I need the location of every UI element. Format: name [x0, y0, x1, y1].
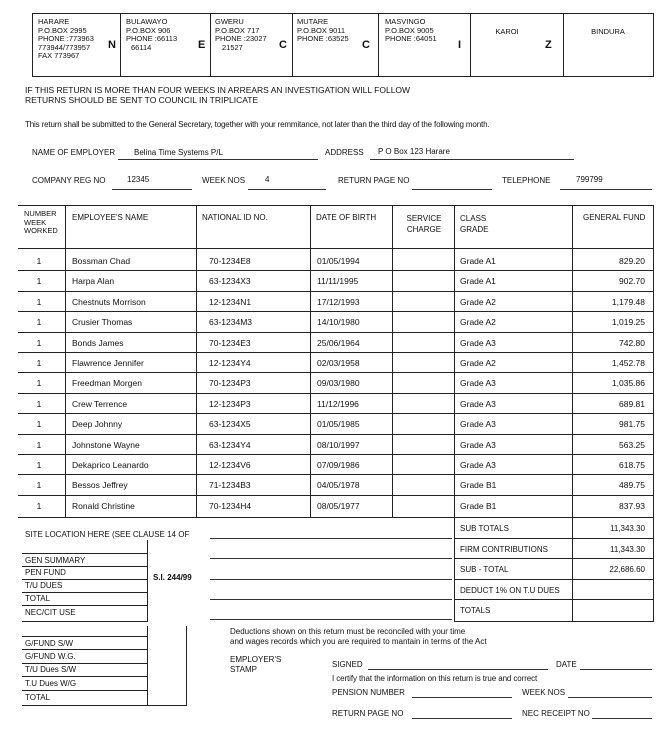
- header-line: NUMBER: [24, 209, 57, 218]
- cell-class-grade: Grade A2: [460, 358, 496, 368]
- cell-general-fund: 742.80: [619, 337, 645, 348]
- total-label: TOTAL: [25, 594, 51, 603]
- cell-class-grade: Grade A3: [460, 419, 496, 430]
- cell-national-id: 12-1234Y4: [209, 358, 251, 368]
- totals-line: [454, 558, 654, 559]
- table-top-border: [18, 205, 654, 206]
- cell-weeks: 1: [36, 398, 42, 409]
- week-nos-label: WEEK NOS: [202, 176, 246, 185]
- arrears-notice: IF THIS RETURN IS MORE THAN FOUR WEEKS IN ARREARS AN INVESTIGATION WILL FOLLOW: [25, 85, 411, 95]
- office-letter: I: [458, 39, 462, 51]
- cell-weeks: 1: [36, 256, 42, 266]
- header-divider: [120, 13, 121, 77]
- row-divider: [18, 311, 654, 312]
- cell-national-id: 12-1234N1: [209, 296, 252, 307]
- cell-class-grade: Grade A3: [460, 439, 496, 450]
- sub-total-label: SUB - TOTAL: [460, 565, 509, 574]
- tu-dues-sw-label: T/U Dues S/W: [25, 665, 77, 674]
- totals-divider: [572, 517, 573, 622]
- cell-weeks: 1: [36, 419, 42, 430]
- header-line: CHARGE: [406, 225, 442, 234]
- footer-return-page-line[interactable]: [412, 718, 512, 719]
- cell-date-of-birth: 25/06/1964: [317, 337, 360, 348]
- cell-employee-name: Bossman Chad: [72, 256, 131, 266]
- cell-national-id: 63-1234M3: [209, 317, 253, 328]
- cell-national-id: 70-1234H4: [209, 500, 252, 511]
- cell-date-of-birth: 14/10/1980: [317, 317, 360, 328]
- row-divider: [18, 291, 654, 292]
- totals-label: TOTALS: [460, 606, 491, 615]
- box-line: [22, 566, 148, 567]
- header-line: WEEK: [24, 217, 47, 227]
- box-line: [22, 621, 148, 622]
- site-line[interactable]: [210, 579, 452, 580]
- header-general-fund: GENERAL FUND: [583, 213, 646, 222]
- col-divider: [454, 205, 455, 518]
- col-divider: [310, 205, 311, 518]
- row-divider: [18, 270, 654, 271]
- office-line: P.O.BOX 9005: [385, 25, 434, 35]
- totals-line: [454, 599, 654, 600]
- gfund-wg-label: G/FUND W.G.: [25, 652, 76, 661]
- cell-general-fund: 829.20: [619, 256, 645, 266]
- telephone-value[interactable]: 799799: [576, 175, 603, 184]
- return-page-line[interactable]: [412, 189, 492, 190]
- cell-date-of-birth: 17/12/1993: [317, 296, 360, 307]
- header-national-id: NATIONAL ID NO.: [202, 213, 268, 222]
- box-line: [22, 605, 148, 606]
- cell-class-grade: Grade A3: [460, 378, 496, 389]
- col-divider: [196, 205, 197, 518]
- cell-employee-name: Ronald Christine: [72, 500, 135, 511]
- cell-national-id: 71-1234B3: [209, 480, 251, 491]
- week-nos-line: [248, 189, 326, 190]
- row-divider: [18, 413, 654, 414]
- office-line: PHONE :773963: [38, 34, 94, 43]
- site-line[interactable]: [210, 599, 452, 600]
- office-line: P.O.BOX 2995: [38, 25, 87, 35]
- cell-class-grade: Grade B1: [460, 480, 497, 491]
- cell-general-fund: 489.75: [619, 480, 645, 491]
- header-service-charge: [393, 213, 455, 235]
- company-reg-line: [112, 189, 192, 190]
- box-line: [22, 705, 187, 706]
- col-divider: [653, 205, 654, 518]
- box-line: [22, 553, 148, 554]
- office-line: 66114: [131, 42, 152, 52]
- header-divider: [210, 13, 211, 77]
- date-label: DATE: [556, 660, 577, 669]
- week-nos-value[interactable]: 4: [265, 175, 270, 184]
- cell-date-of-birth: 08/05/1977: [317, 500, 360, 511]
- row-divider: [18, 434, 654, 435]
- header-line: WORKED: [24, 226, 58, 235]
- telephone-label: TELEPHONE: [502, 176, 551, 185]
- site-line[interactable]: [210, 538, 452, 539]
- cell-general-fund: 1,179.48: [611, 296, 645, 307]
- office-karoi: KAROI: [495, 27, 519, 36]
- row-divider: [18, 332, 654, 333]
- office-line: P.O.BOX 906: [126, 25, 171, 35]
- employer-name-value[interactable]: Belina Time Systems P/L: [134, 148, 223, 157]
- office-line: MASVINGO: [385, 17, 426, 26]
- deduct-tu-dues-label: DEDUCT 1% ON T.U DUES: [460, 586, 560, 595]
- header-divider: [470, 13, 471, 77]
- box-line: [186, 626, 187, 706]
- header-right-border: [653, 13, 654, 77]
- cell-date-of-birth: 07/09/1986: [317, 460, 360, 470]
- address-label: ADDRESS: [325, 148, 364, 157]
- cell-class-grade: Grade A2: [460, 296, 496, 307]
- col-divider: [572, 205, 573, 518]
- office-letter: C: [279, 39, 287, 51]
- cell-date-of-birth: 01/05/1994: [317, 256, 360, 266]
- nec-receipt-line[interactable]: [592, 718, 652, 719]
- cell-employee-name: Harpa Alan: [72, 276, 115, 287]
- header-class-grade: [460, 213, 488, 235]
- tu-dues-label: T/U DUES: [25, 581, 63, 590]
- signature-line[interactable]: [368, 669, 548, 670]
- cell-national-id: 63-1234X3: [209, 276, 251, 287]
- cell-date-of-birth: 11/11/1995: [317, 276, 359, 287]
- sub-totals-label: SUB TOTALS: [460, 524, 509, 533]
- footer-return-page-label: RETURN PAGE NO: [332, 709, 404, 718]
- employer-name-line: [118, 159, 318, 160]
- office-line: 21527: [222, 42, 243, 52]
- pension-number-line[interactable]: [412, 697, 512, 698]
- cell-general-fund: 1,035.86: [611, 378, 645, 389]
- cell-general-fund: 1,019.25: [611, 317, 645, 328]
- row-divider: [18, 495, 654, 496]
- cell-national-id: 70-1234P3: [209, 378, 251, 389]
- cell-employee-name: Johnstone Wayne: [72, 439, 140, 450]
- statutory-instrument-label: S.I. 244/99: [153, 573, 192, 582]
- employer-name-label: NAME OF EMPLOYER: [32, 148, 116, 157]
- cell-weeks: 1: [36, 460, 42, 470]
- header-left-border: [32, 13, 33, 77]
- box-line: [22, 636, 148, 637]
- company-reg-value[interactable]: 12345: [127, 175, 150, 184]
- box-line: [22, 579, 148, 580]
- cell-weeks: 1: [36, 296, 42, 307]
- cell-date-of-birth: 04/05/1978: [317, 480, 360, 491]
- cell-employee-name: Deep Johnny: [72, 419, 123, 430]
- office-gweru: [215, 18, 267, 52]
- deductions-note-line2: and wages records which you are required to mantain in terms of the Act: [230, 637, 487, 646]
- telephone-line: [560, 189, 652, 190]
- cell-national-id: 70-1234E8: [209, 256, 251, 266]
- cell-employee-name: Freedman Morgen: [72, 378, 142, 389]
- employer-stamp-label: STAMP: [230, 665, 257, 674]
- cell-weeks: 1: [36, 378, 42, 389]
- pen-fund-label: PEN FUND: [25, 568, 66, 577]
- header-employee-name: EMPLOYEE'S NAME: [72, 213, 149, 222]
- box-line: [22, 676, 148, 677]
- office-line: PHONE :23027: [215, 34, 267, 43]
- date-line[interactable]: [580, 669, 652, 670]
- cell-employee-name: Chestnuts Morrison: [72, 296, 146, 307]
- totals-divider: [653, 517, 654, 622]
- cell-weeks: 1: [36, 480, 42, 491]
- sub-totals-value: 11,343.30: [610, 524, 645, 533]
- office-mutare: [297, 18, 349, 44]
- box-line: [22, 690, 148, 691]
- submission-notice: This return shall be submitted to the General Secretary, together with your remmitance, not later than the third day of the following month.: [25, 120, 490, 129]
- box-line: [22, 663, 148, 664]
- office-line: GWERU: [215, 17, 244, 26]
- firm-contributions-value: 11,343.30: [610, 545, 645, 554]
- office-line: PHONE :64051: [385, 34, 437, 43]
- cell-class-grade: Grade A3: [460, 337, 496, 348]
- site-location-label: SITE LOCATION HERE (SEE CLAUSE 14 OF: [25, 530, 190, 539]
- box-line: [147, 626, 148, 706]
- col-divider: [65, 205, 66, 518]
- cell-class-grade: Grade A1: [460, 276, 496, 287]
- cell-class-grade: Grade A3: [460, 398, 496, 409]
- row-divider: [18, 393, 654, 394]
- cell-general-fund: 981.75: [619, 419, 645, 430]
- cell-general-fund: 902.70: [619, 276, 645, 287]
- header-line: CLASS: [460, 214, 487, 223]
- office-letter: E: [198, 39, 206, 51]
- office-letter: C: [362, 39, 370, 51]
- cell-employee-name: Flawrence Jennifer: [72, 358, 144, 368]
- firm-contributions-label: FIRM CONTRIBUTIONS: [460, 545, 548, 554]
- office-line: PHONE :66113: [126, 34, 178, 43]
- cell-employee-name: Bessos Jeffrey: [72, 480, 128, 491]
- cell-employee-name: Crew Terrence: [72, 398, 128, 409]
- header-divider: [563, 13, 564, 77]
- box-line: [22, 649, 148, 650]
- nec-receipt-label: NEC RECEIPT NO: [522, 709, 590, 718]
- cell-general-fund: 1,452.78: [611, 358, 645, 368]
- signed-label: SIGNED: [332, 660, 363, 669]
- triplicate-notice: RETURNS SHOULD BE SENT TO COUNCIL IN TRIPLICATE: [25, 95, 259, 105]
- cell-class-grade: Grade A1: [460, 256, 496, 266]
- cell-national-id: 12-1234V6: [209, 460, 251, 470]
- cell-weeks: 1: [36, 500, 42, 511]
- header-line: SERVICE: [406, 214, 442, 223]
- gfund-sw-label: G/FUND S/W: [25, 639, 73, 648]
- cell-weeks: 1: [36, 337, 42, 348]
- cell-national-id: 63-1234Y4: [209, 439, 251, 450]
- office-line: BULAWAYO: [126, 17, 168, 26]
- office-masvingo: [385, 18, 437, 44]
- totals-line: [454, 621, 654, 622]
- cell-date-of-birth: 02/03/1958: [317, 358, 360, 368]
- pension-number-label: PENSION NUMBER: [332, 688, 405, 697]
- gen-summary-label: GEN SUMMARY: [25, 556, 86, 565]
- cell-general-fund: 689.81: [619, 398, 645, 409]
- site-line[interactable]: [210, 558, 452, 559]
- cell-class-grade: Grade A2: [460, 317, 496, 328]
- office-line: FAX 773967: [38, 51, 80, 60]
- cell-national-id: 12-1234P3: [209, 398, 251, 409]
- return-page-label: RETURN PAGE NO: [338, 176, 410, 185]
- header-line: GRADE: [460, 225, 489, 234]
- table-header-border: [18, 248, 654, 249]
- row-divider: [18, 352, 654, 353]
- office-line: P.O.BOX 717: [215, 25, 260, 35]
- cell-class-grade: Grade B1: [460, 500, 497, 511]
- cell-date-of-birth: 01/05/1985: [317, 419, 360, 430]
- cell-employee-name: Dekaprico Leanardo: [72, 460, 149, 470]
- totals-divider: [454, 517, 455, 622]
- tu-dues-wg-label: T.U Dues W/G: [25, 679, 77, 688]
- office-harare: [38, 18, 94, 61]
- row-divider: [18, 372, 654, 373]
- fund-total-label: TOTAL: [25, 693, 51, 702]
- office-bindura: BINDURA: [591, 27, 625, 36]
- col-divider: [392, 205, 393, 518]
- box-line: [147, 540, 148, 622]
- office-letter: Z: [545, 39, 552, 51]
- cell-general-fund: 618.75: [619, 460, 645, 470]
- footer-week-nos-label: WEEK NOS: [522, 688, 566, 697]
- cell-employee-name: Bonds James: [72, 337, 124, 348]
- office-line: P.O.BOX 9011: [297, 25, 346, 35]
- office-bulawayo: [126, 18, 177, 52]
- employer-stamp-label: EMPLOYER'S: [230, 655, 282, 664]
- cell-employee-name: Crusier Thomas: [72, 317, 133, 328]
- cell-weeks: 1: [36, 439, 42, 450]
- header-weeks-worked: [24, 210, 58, 236]
- cell-weeks: 1: [36, 276, 42, 287]
- header-date-of-birth: DATE OF BIRTH: [316, 213, 377, 222]
- cell-national-id: 70-1234E3: [209, 337, 251, 348]
- totals-line: [454, 538, 654, 539]
- certification-text: I certify that the information on this return is true and correct: [332, 674, 538, 683]
- sub-total-value: 22,686.60: [609, 565, 645, 574]
- header-divider: [378, 13, 379, 77]
- totals-line: [454, 579, 654, 580]
- address-value[interactable]: P O Box 123 Harare: [378, 147, 450, 156]
- cell-national-id: 63-1234X5: [209, 419, 251, 430]
- company-reg-label: COMPANY REG NO: [32, 176, 106, 185]
- row-divider: [18, 454, 654, 455]
- nec-cit-use-label: NEC/CIT USE: [25, 608, 76, 617]
- header-top-border: [32, 13, 654, 14]
- site-line[interactable]: [210, 619, 452, 620]
- cell-general-fund: 837.93: [619, 500, 645, 511]
- table-bottom-border: [18, 517, 654, 518]
- cell-date-of-birth: 08/10/1997: [317, 439, 360, 450]
- office-letter: N: [108, 39, 116, 51]
- office-line: MUTARE: [297, 17, 329, 26]
- footer-week-nos-line[interactable]: [568, 697, 652, 698]
- deductions-note-line1: Deductions shown on this return must be reconciled with your time: [230, 627, 466, 636]
- row-divider: [18, 474, 654, 475]
- office-line: HARARE: [38, 17, 70, 26]
- address-line: [370, 159, 574, 160]
- office-line: 773944/773957: [38, 42, 91, 52]
- cell-date-of-birth: 09/03/1980: [317, 378, 360, 389]
- header-divider: [292, 13, 293, 77]
- cell-weeks: 1: [36, 358, 42, 368]
- cell-date-of-birth: 11/12/1996: [317, 398, 359, 409]
- office-line: PHONE :63525: [297, 34, 349, 43]
- box-line: [22, 592, 148, 593]
- cell-general-fund: 563.25: [619, 439, 645, 450]
- cell-class-grade: Grade A3: [460, 460, 496, 470]
- header-bottom-border: [32, 76, 654, 77]
- cell-weeks: 1: [36, 317, 42, 328]
